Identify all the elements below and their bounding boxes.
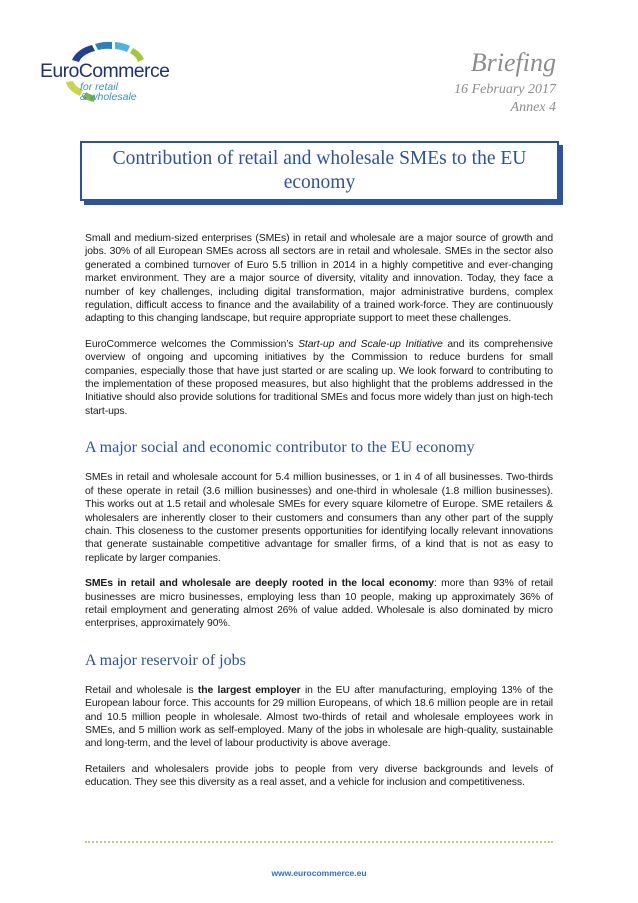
briefing-annex: Annex 4	[510, 100, 556, 115]
intro-paragraph-2	[85, 338, 553, 418]
section1-paragraph-2	[85, 577, 553, 631]
document-title: Contribution of retail and wholesale SMEs to the EU economy	[112, 148, 527, 193]
logo-tagline-line-2: & wholesale	[80, 91, 137, 103]
section1-p2-bold: SMEs in retail and wholesale are deeply rooted in the local economy	[85, 578, 434, 590]
section-heading-contributor: A major social and economic contributor to the EU economy	[85, 439, 475, 457]
footer-divider	[85, 841, 553, 843]
intro-paragraph-1: Small and medium-sized enterprises (SMEs) in retail and wholesale are a major source of growth and jobs. 30% of all European SMEs across all sectors are in retail and wholesale. SMEs in the sector also generated a combined turnover of Euro 5.5 trillion in 2014 in a highly competitive and ever-changing market environment. They are a major source of diversity, vitality and innovation. Today, they face a number of key challenges, including digital transformation, major administrative burdens, complex regulation, difficult access to finance and the availability of a trained work-force. They are continuously adapting to this changing landscape, but require appropriate support to meet these challenges.	[85, 233, 553, 325]
section1-paragraph-1: SMEs in retail and wholesale account for 5.4 million businesses, or 1 in 4 of all businesses. Two-thirds of these operate in retail (3.6 million businesses) and one-third in wholesale (1.8 million businesses). This works out at 1.5 retail and wholesale SMEs for every square kilometre of Europe. SME retailers & wholesalers are inherently closer to their customers and consumers than any other part of the supply chain. This closeness to the customer presents opportunities for identifying locally relevant innovations that generate sustainable competitive advantage for smaller firms, of a kind that is not as easy to replicate by larger companies.	[85, 472, 553, 564]
briefing-title: Briefing	[470, 48, 556, 77]
logo-tagline-line-1: for retail	[80, 81, 118, 93]
logo-tagline	[80, 82, 137, 102]
briefing-header	[454, 48, 556, 117]
briefing-date: 16 February 2017	[454, 82, 556, 97]
logo-name: EuroCommerce	[40, 60, 170, 82]
section2-paragraph-1	[85, 684, 553, 751]
section2-p1-before: Retail and wholesale is	[85, 684, 198, 696]
document-body	[85, 232, 553, 802]
initiative-name: Start-up and Scale-up Initiative	[298, 338, 443, 350]
footer	[0, 868, 638, 878]
section2-p1-after: in the EU after manufacturing, employing 13% of the European labour force. This accounts for 29 million Europeans, of which 18.6 million people are in retail and 10.5 million people in wholesale. Almost two-thirds of retail and wholesale employees work in SMEs, and 5 million work as self-employed. Many of the jobs in wholesale are high-quality, sustainable and long-term, and the level of labour productivity is above average.	[85, 684, 554, 750]
section2-paragraph-2: Retailers and wholesalers provide jobs to people from very diverse backgrounds and levels of education. They see this diversity as a real asset, and a vehicle for inclusion and competitiveness.	[85, 763, 553, 789]
section1-p2-rest: : more than 93% of retail businesses are micro businesses, employing less than 10 people, making up approximately 36% of retail employment and generating almost 26% of value added. Wholesale is also dominated by micro enterprises, approximately 90%.	[85, 578, 554, 630]
footer-website-link[interactable]: www.eurocommerce.eu	[271, 868, 367, 878]
section2-p1-bold: the largest employer	[197, 684, 301, 696]
document-title-box	[80, 141, 559, 201]
intro-p2-after: and its comprehensive overview of ongoing and upcoming initiatives by the Commission to reduce burdens for small companies, especially those that have just started or are scaling up. We look forward to contributing to the implementation of these proposed measures, but also highlight that the problems addressed in the Initiative should also provide solutions for traditional SMEs and focus more widely than just on high-tech start-ups.	[85, 338, 553, 417]
eurocommerce-logo	[40, 38, 190, 106]
intro-p2-before: EuroCommerce welcomes the Commission’s	[85, 338, 299, 350]
section-heading-jobs: A major reservoir of jobs	[85, 651, 246, 669]
